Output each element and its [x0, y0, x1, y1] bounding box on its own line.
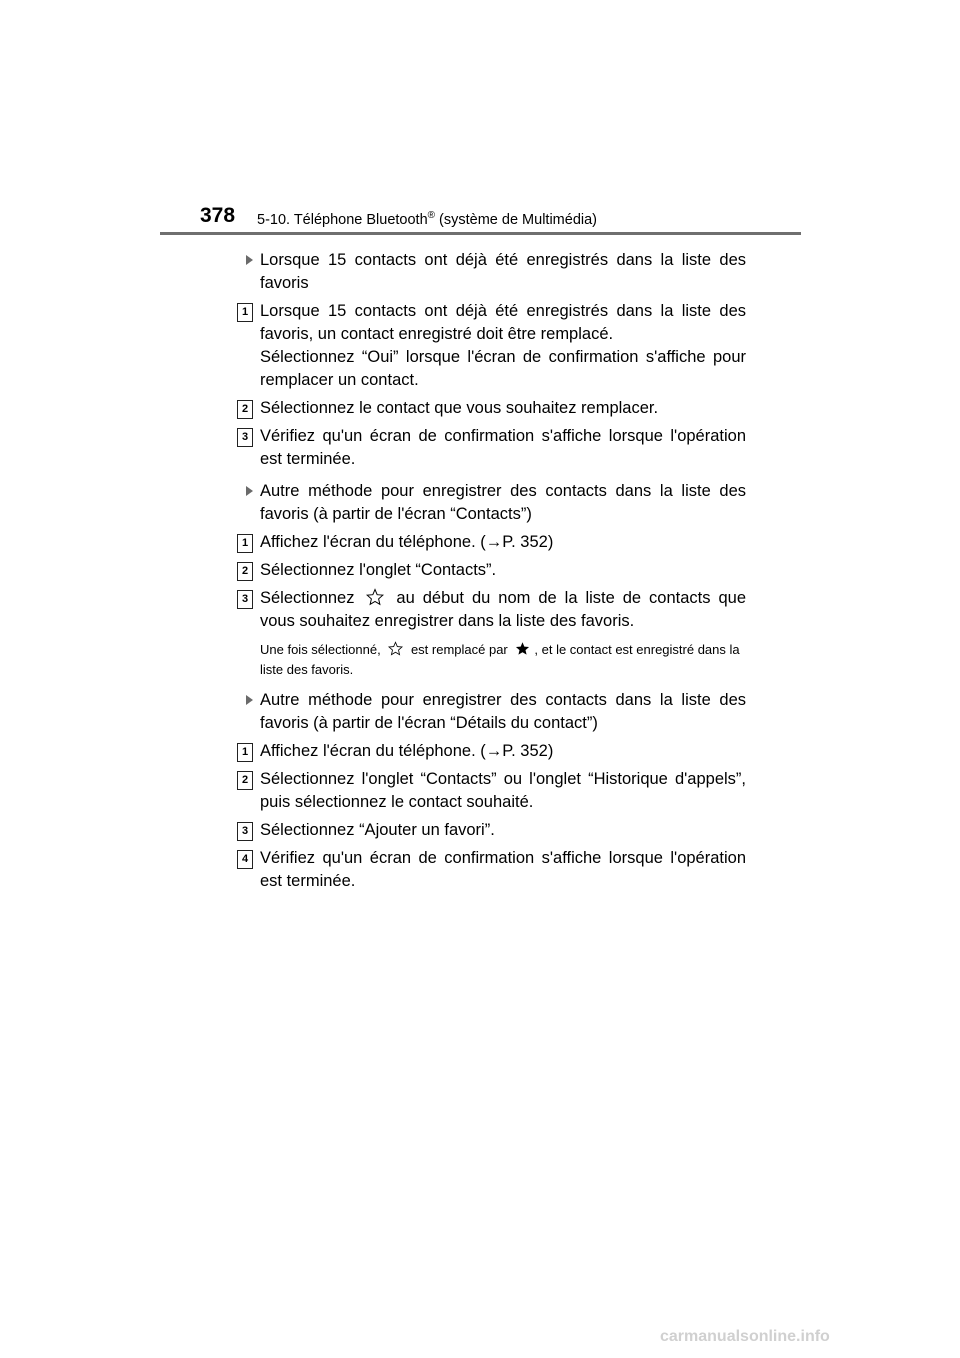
note-text — [236, 640, 746, 680]
section-heading — [236, 689, 746, 735]
step-text: Lorsque 15 contacts ont déjà été enregistrés dans la liste des favoris, un contact enregistré doit être remplacé. — [260, 302, 746, 343]
note-text-part: est remplacé par — [410, 642, 508, 657]
chapter-title — [257, 210, 597, 228]
step-item — [236, 847, 746, 893]
step-item — [236, 740, 746, 763]
registered-mark: ® — [427, 210, 436, 221]
section-heading-text: Autre méthode pour enregistrer des contacts dans la liste des favoris (à partir de l'écran “Détails du contact”) — [260, 691, 746, 732]
step-number: 3 — [237, 822, 253, 841]
note-text-part: , et le contact est enregistré dans la liste des favoris. — [260, 642, 740, 677]
triangle-bullet-icon — [246, 255, 253, 265]
star-filled-icon — [515, 641, 530, 656]
step-text: Sélectionnez “Ajouter un favori”. — [260, 821, 495, 839]
step-text: Sélectionnez — [260, 589, 355, 607]
step-item — [236, 531, 746, 554]
step-number: 2 — [237, 400, 253, 419]
section-heading-text: Lorsque 15 contacts ont déjà été enregistrés dans la liste des favoris — [260, 251, 746, 292]
chapter-title-prefix: 5-10. Téléphone Bluetooth — [257, 211, 428, 228]
step-text: Sélectionnez “Oui” lorsque l'écran de confirmation s'affiche pour remplacer un contact. — [260, 348, 746, 389]
watermark: carmanualsonline.info — [660, 1328, 830, 1345]
section-heading-text: Autre méthode pour enregistrer des contacts dans la liste des favoris (à partir de l'écran “Contacts”) — [260, 482, 746, 523]
step-text: Affichez l'écran du téléphone. (→P. 352) — [260, 533, 554, 551]
page-header — [0, 196, 960, 242]
step-item — [236, 300, 746, 392]
triangle-bullet-icon — [246, 695, 253, 705]
step-text: Sélectionnez l'onglet “Contacts”. — [260, 561, 497, 579]
step-item — [236, 559, 746, 582]
step-text: au début du nom de la liste de contacts que vous souhaitez enregistrer dans la liste des favoris. — [260, 589, 746, 630]
step-item — [236, 397, 746, 420]
step-item — [236, 587, 746, 633]
step-item — [236, 819, 746, 842]
step-item — [236, 425, 746, 471]
step-number: 3 — [237, 428, 253, 447]
step-number: 4 — [237, 850, 253, 869]
step-number: 1 — [237, 303, 253, 322]
step-number: 2 — [237, 562, 253, 581]
star-outline-icon — [388, 641, 403, 656]
step-number: 3 — [237, 590, 253, 609]
star-outline-icon — [366, 588, 384, 606]
step-text: Vérifiez qu'un écran de confirmation s'affiche lorsque l'opération est terminée. — [260, 849, 746, 890]
section-heading — [236, 249, 746, 295]
chapter-title-suffix: (système de Multimédia) — [435, 211, 597, 228]
header-rule — [160, 232, 801, 235]
step-item — [236, 768, 746, 814]
step-text: Sélectionnez l'onglet “Contacts” ou l'onglet “Historique d'appels”, puis sélectionnez le contact souhaité. — [260, 770, 746, 811]
page-content — [236, 240, 746, 893]
step-text: Vérifiez qu'un écran de confirmation s'affiche lorsque l'opération est terminée. — [260, 427, 746, 468]
note-text-part: Une fois sélectionné, — [260, 642, 381, 657]
step-text: Affichez l'écran du téléphone. (→P. 352) — [260, 742, 554, 760]
step-text: Sélectionnez le contact que vous souhaitez remplacer. — [260, 399, 659, 417]
section-heading — [236, 480, 746, 526]
step-number: 2 — [237, 771, 253, 790]
step-number: 1 — [237, 743, 253, 762]
step-number: 1 — [237, 534, 253, 553]
page-number: 378 — [200, 204, 236, 227]
triangle-bullet-icon — [246, 486, 253, 496]
